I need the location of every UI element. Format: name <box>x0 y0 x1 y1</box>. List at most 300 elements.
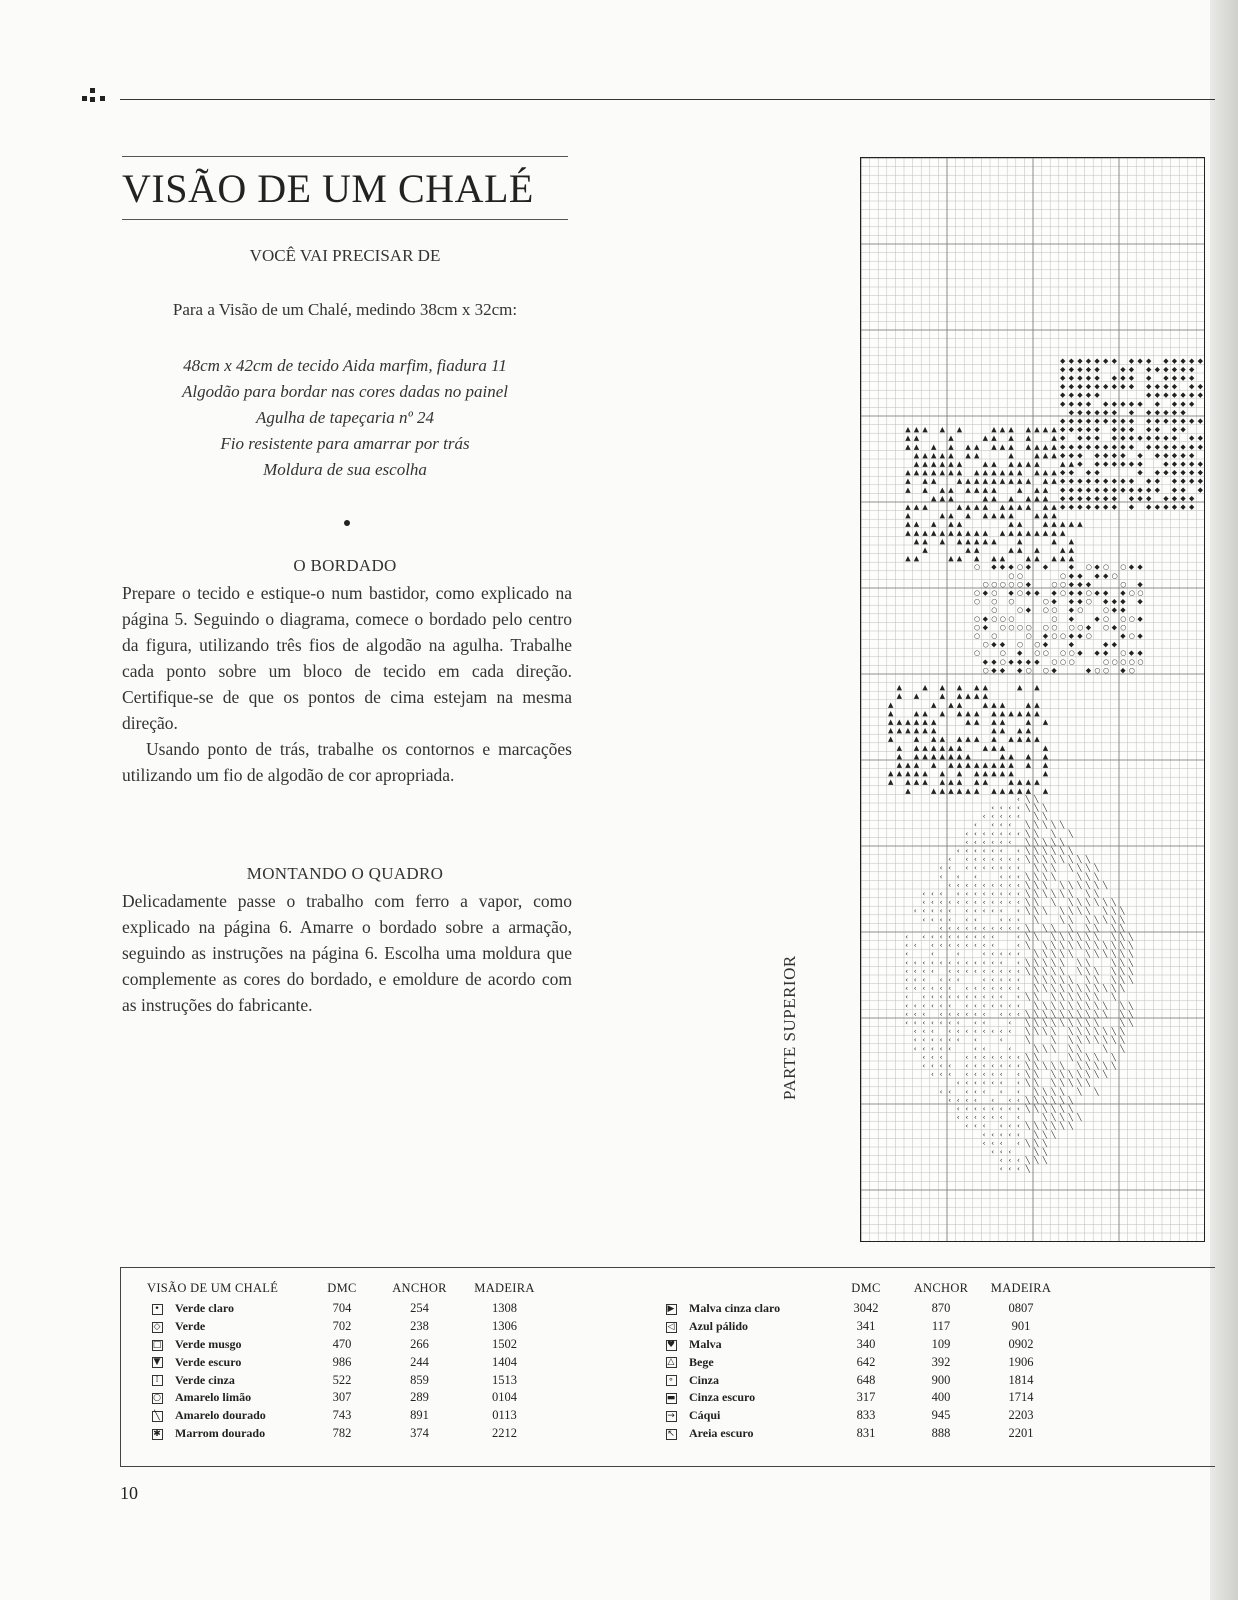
svg-text:◆: ◆ <box>1128 442 1135 451</box>
dmc-code: 702 <box>332 1319 352 1334</box>
svg-text:╲: ╲ <box>1111 1062 1116 1070</box>
svg-text:‹: ‹ <box>991 984 995 993</box>
svg-text:▲: ▲ <box>931 468 937 477</box>
svg-text:◆: ◆ <box>1077 374 1083 382</box>
svg-text:◆: ◆ <box>1197 460 1203 468</box>
svg-text:╲: ╲ <box>1051 890 1056 898</box>
title-rule-bottom <box>122 219 568 220</box>
svg-text:╲: ╲ <box>1025 907 1030 916</box>
svg-text:▲: ▲ <box>974 554 980 563</box>
svg-text:▲: ▲ <box>939 769 945 778</box>
svg-text:‹: ‹ <box>939 1044 943 1053</box>
anchor-code: 945 <box>931 1408 951 1423</box>
svg-text:○: ○ <box>1051 614 1058 623</box>
svg-text:▲: ▲ <box>991 434 997 443</box>
svg-text:◆: ◆ <box>982 589 988 597</box>
anchor-code: 374 <box>410 1425 429 1440</box>
svg-text:‹: ‹ <box>905 976 909 984</box>
svg-text:◆: ◆ <box>1171 451 1178 460</box>
svg-text:‹: ‹ <box>931 1001 934 1010</box>
svg-text:▲: ▲ <box>948 786 954 795</box>
svg-text:╲: ╲ <box>1085 941 1091 950</box>
svg-text:▲: ▲ <box>1017 477 1023 486</box>
svg-text:╲: ╲ <box>1103 907 1108 916</box>
svg-text:◆: ◆ <box>1103 356 1109 365</box>
svg-text:‹: ‹ <box>999 872 1003 881</box>
svg-text:▲: ▲ <box>991 726 997 735</box>
svg-text:▲: ▲ <box>888 709 894 718</box>
svg-text:▲: ▲ <box>965 451 971 460</box>
svg-text:╲: ╲ <box>1060 838 1065 847</box>
svg-text:╲: ╲ <box>1068 1113 1073 1122</box>
materials-subheading: VOCÊ VAI PRECISAR DE <box>249 246 441 265</box>
svg-text:╲: ╲ <box>1094 933 1099 941</box>
svg-text:‹: ‹ <box>1017 967 1020 976</box>
anchor-code: 392 <box>931 1354 951 1369</box>
svg-text:◆: ◆ <box>1189 382 1195 391</box>
svg-text:○: ○ <box>1085 597 1092 606</box>
svg-text:○: ○ <box>1060 649 1067 658</box>
svg-text:‹: ‹ <box>948 898 952 907</box>
svg-text:▲: ▲ <box>905 485 911 494</box>
table-row <box>147 1407 547 1425</box>
svg-text:‹: ‹ <box>931 915 934 924</box>
svg-text:▲: ▲ <box>974 761 980 769</box>
svg-text:╲: ╲ <box>1085 993 1091 1002</box>
svg-text:╲: ╲ <box>1120 1027 1125 1036</box>
svg-text:▲: ▲ <box>991 460 997 468</box>
svg-text:╲: ╲ <box>1051 958 1056 967</box>
svg-text:◆: ◆ <box>1146 408 1152 417</box>
svg-text:‹: ‹ <box>939 984 943 993</box>
svg-text:○: ○ <box>1137 657 1144 666</box>
svg-text:○: ○ <box>991 606 998 615</box>
svg-text:╲: ╲ <box>1085 984 1091 993</box>
thread-symbol-icon: ▼ <box>152 1357 163 1368</box>
svg-text:◆: ◆ <box>1077 356 1083 365</box>
svg-text:▲: ▲ <box>982 692 988 701</box>
svg-text:‹: ‹ <box>939 1019 943 1027</box>
backstitch-paragraph: Usando ponto de trás, trabalhe os contornos e marcações utilizando um fio de algodão de cor apropriada. <box>122 739 572 785</box>
svg-text:◆: ◆ <box>1128 417 1135 425</box>
svg-text:▲: ▲ <box>1008 778 1014 787</box>
svg-text:╲: ╲ <box>1025 958 1030 967</box>
svg-text:▲: ▲ <box>1068 520 1074 529</box>
svg-text:╲: ╲ <box>1060 1087 1065 1096</box>
svg-text:‹: ‹ <box>999 984 1003 993</box>
svg-text:╲: ╲ <box>1103 941 1108 950</box>
svg-text:▲: ▲ <box>1051 537 1057 546</box>
svg-text:╲: ╲ <box>1034 1027 1039 1036</box>
header-rule <box>120 99 1215 100</box>
svg-text:○: ○ <box>1103 657 1110 666</box>
color-key-table-left <box>147 1276 547 1442</box>
anchor-code: 888 <box>931 1425 951 1440</box>
svg-text:○: ○ <box>1008 597 1015 606</box>
svg-text:╲: ╲ <box>1085 898 1091 907</box>
svg-text:▲: ▲ <box>1025 700 1031 709</box>
svg-text:‹: ‹ <box>939 1070 943 1079</box>
svg-text:‹: ‹ <box>965 1027 969 1036</box>
svg-text:◆: ◆ <box>1128 503 1135 511</box>
svg-text:▲: ▲ <box>888 769 894 778</box>
svg-text:▲: ▲ <box>939 425 945 434</box>
svg-text:○: ○ <box>1137 589 1144 597</box>
svg-text:▲: ▲ <box>1025 752 1031 761</box>
svg-text:○: ○ <box>991 614 998 623</box>
svg-text:╲: ╲ <box>1068 941 1073 950</box>
svg-text:◆: ◆ <box>1180 451 1186 460</box>
svg-text:╲: ╲ <box>1085 1053 1091 1062</box>
color-key <box>120 1267 1215 1467</box>
svg-text:╲: ╲ <box>1060 1019 1065 1027</box>
svg-text:◆: ◆ <box>1077 580 1083 589</box>
svg-text:‹: ‹ <box>1008 1019 1012 1027</box>
svg-text:╲: ╲ <box>1034 881 1039 890</box>
svg-text:‹: ‹ <box>982 881 986 890</box>
svg-text:◆: ◆ <box>1094 477 1100 486</box>
svg-text:◆: ◆ <box>1120 589 1126 597</box>
svg-text:╲: ╲ <box>1077 907 1082 916</box>
svg-text:‹: ‹ <box>965 967 969 976</box>
svg-text:▲: ▲ <box>948 442 954 451</box>
svg-text:‹: ‹ <box>991 1070 995 1079</box>
thread-symbol-icon: ♥ <box>666 1339 676 1350</box>
svg-text:○: ○ <box>1103 666 1110 675</box>
svg-text:▲: ▲ <box>999 503 1006 511</box>
svg-text:▲: ▲ <box>913 709 920 718</box>
svg-text:╲: ╲ <box>1034 915 1039 924</box>
svg-text:‹: ‹ <box>956 993 960 1002</box>
svg-text:╲: ╲ <box>1085 872 1091 881</box>
svg-text:▲: ▲ <box>922 743 928 752</box>
svg-text:◆: ◆ <box>1197 417 1203 425</box>
svg-text:‹: ‹ <box>948 1062 952 1070</box>
svg-text:‹: ‹ <box>956 941 960 950</box>
svg-text:‹: ‹ <box>982 898 986 907</box>
svg-text:╲: ╲ <box>1034 804 1039 812</box>
svg-text:▲: ▲ <box>888 778 894 787</box>
svg-text:▲: ▲ <box>948 554 954 563</box>
svg-text:‹: ‹ <box>999 812 1003 821</box>
svg-text:╲: ╲ <box>1068 950 1073 959</box>
svg-text:╲: ╲ <box>1051 933 1056 941</box>
svg-text:◆: ◆ <box>1111 417 1117 425</box>
svg-text:╲: ╲ <box>1085 907 1091 916</box>
svg-text:‹: ‹ <box>1017 1096 1020 1105</box>
svg-text:◆: ◆ <box>1111 503 1117 511</box>
svg-text:▲: ▲ <box>1008 442 1014 451</box>
svg-text:‹: ‹ <box>999 1165 1003 1174</box>
svg-text:◆: ◆ <box>1094 571 1100 580</box>
svg-text:◆: ◆ <box>1094 434 1100 443</box>
svg-text:╲: ╲ <box>1077 898 1082 907</box>
svg-text:╲: ╲ <box>1111 950 1116 959</box>
svg-text:◆: ◆ <box>1017 657 1023 666</box>
svg-text:╲: ╲ <box>1068 1036 1073 1045</box>
svg-text:◆: ◆ <box>1128 563 1135 572</box>
svg-text:‹: ‹ <box>999 907 1003 916</box>
svg-text:▲: ▲ <box>965 528 971 537</box>
svg-text:╲: ╲ <box>1042 812 1048 821</box>
svg-text:╲: ╲ <box>1051 941 1056 950</box>
svg-text:╲: ╲ <box>1051 1044 1056 1053</box>
svg-text:‹: ‹ <box>999 976 1003 984</box>
svg-text:▲: ▲ <box>888 718 894 726</box>
dmc-code: 704 <box>332 1301 352 1316</box>
svg-text:○: ○ <box>1051 606 1058 615</box>
svg-text:╲: ╲ <box>1051 829 1056 838</box>
svg-text:╲: ╲ <box>1051 924 1056 933</box>
svg-text:╲: ╲ <box>1111 1027 1116 1036</box>
svg-text:◆: ◆ <box>1120 485 1126 494</box>
svg-text:▲: ▲ <box>948 778 954 787</box>
svg-text:╲: ╲ <box>1042 864 1048 873</box>
svg-text:○: ○ <box>1034 640 1041 649</box>
svg-text:‹: ‹ <box>939 1001 943 1010</box>
svg-text:○: ○ <box>999 580 1006 589</box>
svg-text:‹: ‹ <box>999 1027 1003 1036</box>
svg-text:‹: ‹ <box>939 1036 943 1045</box>
svg-text:╲: ╲ <box>1051 1079 1056 1088</box>
svg-text:‹: ‹ <box>1017 795 1020 804</box>
svg-text:‹: ‹ <box>999 1130 1003 1139</box>
dmc-code: 307 <box>332 1390 352 1405</box>
page-number: 10 <box>120 1483 138 1503</box>
svg-text:‹: ‹ <box>991 1062 995 1070</box>
svg-text:‹: ‹ <box>922 967 926 976</box>
svg-text:‹: ‹ <box>982 1105 986 1113</box>
svg-text:○: ○ <box>1060 657 1067 666</box>
svg-text:‹: ‹ <box>991 976 995 984</box>
svg-text:◆: ◆ <box>1154 391 1160 400</box>
svg-text:▲: ▲ <box>956 700 963 709</box>
svg-text:‹: ‹ <box>956 1113 960 1122</box>
bullet-separator-icon <box>344 520 350 526</box>
svg-text:◆: ◆ <box>1120 606 1126 615</box>
anchor-code: 859 <box>410 1372 429 1387</box>
svg-text:╲: ╲ <box>1042 907 1048 916</box>
svg-text:‹: ‹ <box>939 890 943 898</box>
svg-text:○: ○ <box>1017 623 1024 632</box>
svg-text:‹: ‹ <box>1017 941 1020 950</box>
svg-text:◆: ◆ <box>1163 434 1169 443</box>
svg-text:▲: ▲ <box>896 726 902 735</box>
svg-text:◆: ◆ <box>1137 649 1143 658</box>
svg-text:╲: ╲ <box>1051 984 1056 993</box>
svg-text:‹: ‹ <box>1008 872 1012 881</box>
madeira-code: 1306 <box>492 1319 517 1334</box>
svg-text:◆: ◆ <box>1146 382 1152 391</box>
svg-text:╲: ╲ <box>1025 890 1030 898</box>
svg-text:‹: ‹ <box>1017 1070 1020 1079</box>
svg-text:╲: ╲ <box>1042 941 1048 950</box>
svg-text:▲: ▲ <box>1025 761 1031 769</box>
svg-text:╲: ╲ <box>1025 881 1030 890</box>
madeira-code: 0113 <box>492 1408 517 1423</box>
svg-text:▲: ▲ <box>1034 554 1040 563</box>
svg-text:‹: ‹ <box>956 1036 960 1045</box>
svg-text:╲: ╲ <box>1051 1096 1056 1105</box>
svg-text:◆: ◆ <box>1189 374 1195 382</box>
svg-text:○: ○ <box>1025 666 1032 675</box>
svg-text:▲: ▲ <box>948 468 954 477</box>
svg-text:‹: ‹ <box>982 829 986 838</box>
svg-text:‹: ‹ <box>905 1019 909 1027</box>
svg-text:‹: ‹ <box>948 933 952 941</box>
svg-text:▲: ▲ <box>939 709 945 718</box>
svg-text:◆: ◆ <box>1189 494 1195 503</box>
svg-text:╲: ╲ <box>1034 1156 1039 1165</box>
svg-text:╲: ╲ <box>1042 1105 1048 1113</box>
thread-name: Verde claro <box>175 1301 234 1316</box>
svg-text:╲: ╲ <box>1034 907 1039 916</box>
madeira-code: 2203 <box>1008 1408 1034 1423</box>
svg-text:◆: ◆ <box>1077 434 1083 443</box>
svg-text:◆: ◆ <box>1042 640 1049 649</box>
svg-text:‹: ‹ <box>991 1113 995 1122</box>
svg-text:‹: ‹ <box>974 907 977 916</box>
svg-text:▲: ▲ <box>948 520 954 529</box>
anchor-code: 238 <box>410 1319 429 1334</box>
svg-text:‹: ‹ <box>922 1062 926 1070</box>
svg-text:◆: ◆ <box>1060 417 1066 425</box>
svg-text:▲: ▲ <box>982 743 988 752</box>
svg-text:‹: ‹ <box>965 1079 969 1088</box>
svg-text:▲: ▲ <box>939 485 945 494</box>
svg-text:╲: ╲ <box>1025 795 1030 804</box>
svg-text:‹: ‹ <box>948 864 952 873</box>
symbol-cell <box>661 1371 681 1389</box>
svg-text:◆: ◆ <box>1120 460 1126 468</box>
svg-text:◆: ◆ <box>1085 434 1092 443</box>
svg-text:‹: ‹ <box>1017 1105 1020 1113</box>
svg-text:▲: ▲ <box>982 468 988 477</box>
svg-text:○: ○ <box>1103 623 1110 632</box>
svg-text:◆: ◆ <box>1120 365 1126 374</box>
svg-text:◆: ◆ <box>1154 425 1160 434</box>
svg-text:╲: ╲ <box>1034 976 1039 984</box>
svg-text:‹: ‹ <box>965 907 969 916</box>
svg-text:‹: ‹ <box>922 1027 926 1036</box>
svg-text:◆: ◆ <box>1180 503 1186 511</box>
svg-text:‹: ‹ <box>939 915 943 924</box>
svg-text:‹: ‹ <box>991 1139 995 1148</box>
svg-text:‹: ‹ <box>982 1087 986 1096</box>
svg-text:▲: ▲ <box>956 503 963 511</box>
svg-text:‹: ‹ <box>1008 967 1012 976</box>
svg-text:○: ○ <box>982 666 989 675</box>
svg-text:‹: ‹ <box>1017 1087 1020 1096</box>
svg-text:▲: ▲ <box>939 460 945 468</box>
svg-text:▲: ▲ <box>1068 537 1074 546</box>
symbol-cell <box>661 1353 681 1371</box>
svg-text:◆: ◆ <box>1094 485 1100 494</box>
svg-text:‹: ‹ <box>982 907 986 916</box>
svg-text:‹: ‹ <box>1017 1079 1020 1088</box>
svg-text:‹: ‹ <box>931 1070 934 1079</box>
svg-text:╲: ╲ <box>1094 872 1099 881</box>
anchor-code: 870 <box>931 1301 951 1316</box>
svg-text:‹: ‹ <box>1008 950 1012 959</box>
svg-text:▲: ▲ <box>1017 786 1023 795</box>
list-item: Moldura de sua escolha <box>263 460 427 479</box>
madeira-code: 0807 <box>1008 1301 1034 1316</box>
svg-text:▲: ▲ <box>999 709 1006 718</box>
svg-text:‹: ‹ <box>991 924 995 933</box>
svg-text:‹: ‹ <box>991 829 995 838</box>
svg-text:◆: ◆ <box>1154 442 1160 451</box>
svg-text:◆: ◆ <box>1189 434 1195 443</box>
svg-text:‹: ‹ <box>991 1079 995 1088</box>
svg-text:▲: ▲ <box>999 761 1006 769</box>
svg-text:◆: ◆ <box>1085 365 1092 374</box>
svg-text:▲: ▲ <box>1017 735 1023 744</box>
svg-text:◆: ◆ <box>1146 485 1152 494</box>
svg-text:◆: ◆ <box>1146 494 1152 503</box>
svg-text:‹: ‹ <box>931 993 934 1002</box>
symbol-cell <box>147 1318 167 1336</box>
svg-text:‹: ‹ <box>974 864 977 873</box>
svg-text:▲: ▲ <box>1034 546 1040 554</box>
svg-text:‹: ‹ <box>931 984 934 993</box>
table-row <box>147 1300 547 1318</box>
framing-heading: MONTANDO O QUADRO <box>246 864 444 883</box>
svg-text:▲: ▲ <box>956 709 963 718</box>
column-header: MADEIRA <box>474 1280 535 1295</box>
svg-text:○: ○ <box>991 589 998 597</box>
svg-text:▲: ▲ <box>956 520 963 529</box>
svg-text:▲: ▲ <box>905 468 911 477</box>
svg-text:▲: ▲ <box>1017 503 1023 511</box>
thread-symbol-icon: → <box>667 1410 675 1421</box>
svg-text:‹: ‹ <box>948 1001 952 1010</box>
svg-text:▲: ▲ <box>982 700 988 709</box>
svg-text:▲: ▲ <box>1042 752 1049 761</box>
svg-text:▲: ▲ <box>913 735 920 744</box>
svg-text:▲: ▲ <box>1025 442 1031 451</box>
svg-text:╲: ╲ <box>1120 915 1125 924</box>
svg-text:▲: ▲ <box>965 752 971 761</box>
svg-text:╲: ╲ <box>1042 967 1048 976</box>
svg-text:╲: ╲ <box>1068 890 1073 898</box>
svg-text:‹: ‹ <box>974 933 977 941</box>
svg-text:╲: ╲ <box>1060 984 1065 993</box>
svg-text:‹: ‹ <box>913 967 917 976</box>
svg-text:‹: ‹ <box>965 1010 969 1019</box>
anchor-code: 244 <box>410 1354 429 1369</box>
svg-text:╲: ╲ <box>1068 1096 1073 1105</box>
svg-text:▲: ▲ <box>991 769 997 778</box>
svg-text:╲: ╲ <box>1042 890 1048 898</box>
svg-text:○: ○ <box>1008 571 1015 580</box>
svg-text:○: ○ <box>1034 649 1041 658</box>
svg-text:‹: ‹ <box>931 907 934 916</box>
svg-text:‹: ‹ <box>999 1036 1003 1045</box>
svg-text:◆: ◆ <box>1137 563 1143 572</box>
svg-text:‹: ‹ <box>999 855 1003 864</box>
svg-text:▲: ▲ <box>896 761 902 769</box>
thread-symbol-icon: ▶ <box>666 1304 677 1315</box>
svg-text:◆: ◆ <box>1068 382 1074 391</box>
svg-text:╲: ╲ <box>1034 821 1039 830</box>
svg-text:‹: ‹ <box>948 1027 952 1036</box>
svg-text:╲: ╲ <box>1060 1070 1065 1079</box>
svg-text:◆: ◆ <box>1077 477 1083 486</box>
svg-text:‹: ‹ <box>999 1062 1003 1070</box>
svg-text:╲: ╲ <box>1051 1036 1056 1045</box>
svg-text:‹: ‹ <box>939 1010 943 1019</box>
